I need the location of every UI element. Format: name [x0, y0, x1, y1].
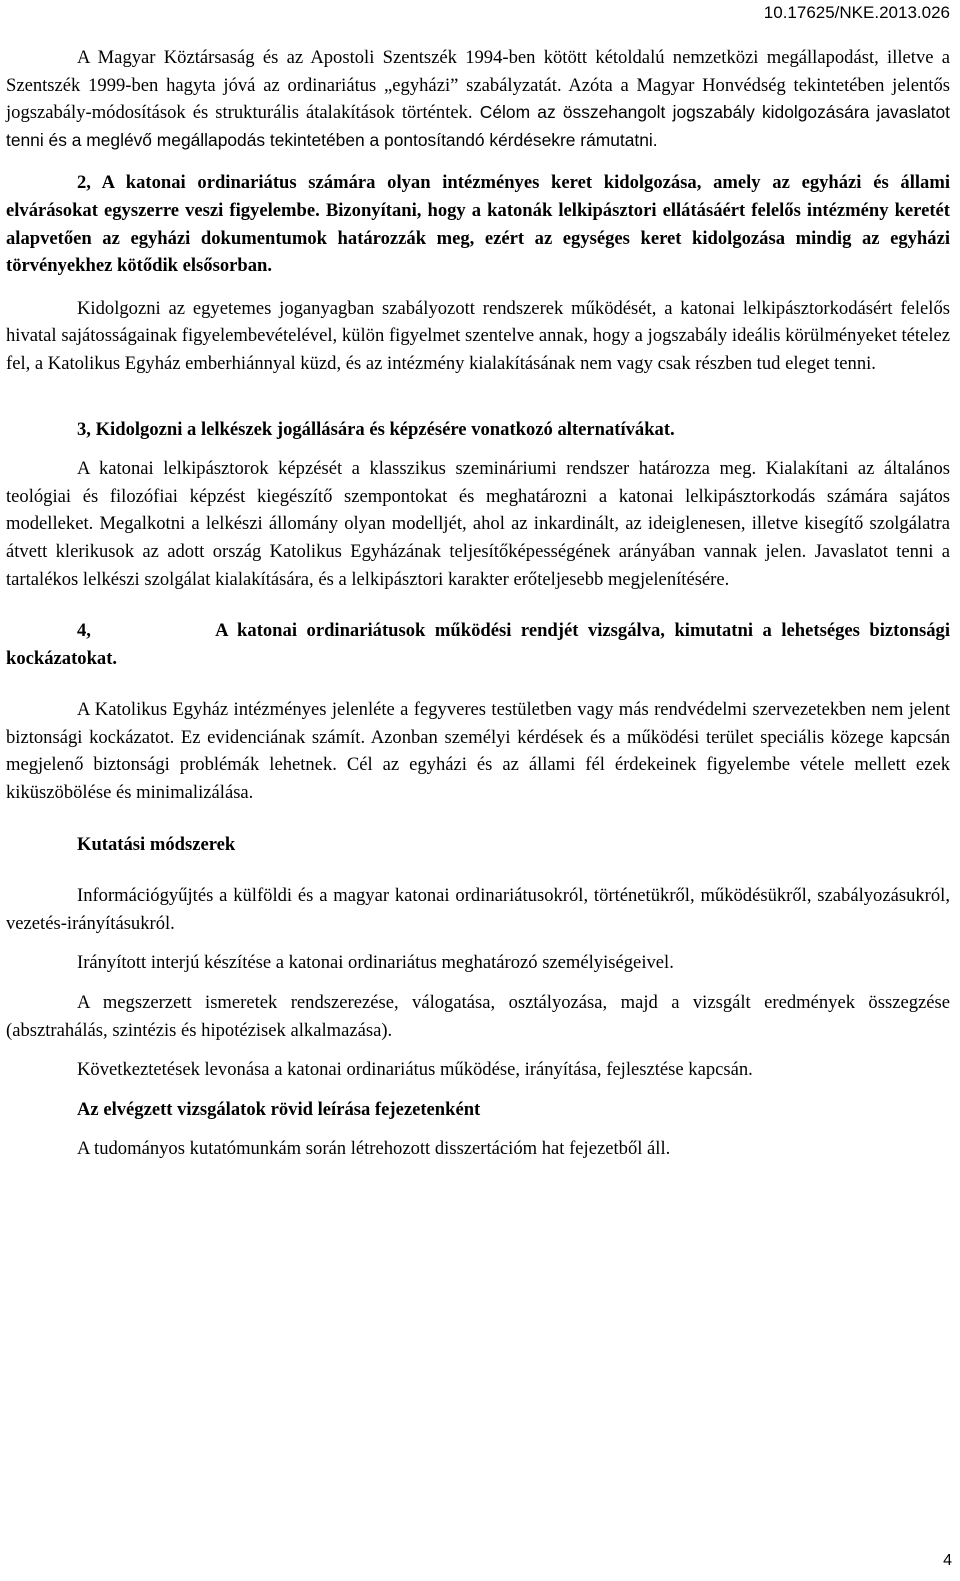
- heading-chapters: Az elvégzett vizsgálatok rövid leírása fejezetenként: [77, 1098, 481, 1120]
- paragraph-agreement: [6, 44, 950, 154]
- heading-research-methods: Kutatási módszerek: [77, 833, 236, 855]
- paragraph-goal-2: [6, 169, 950, 279]
- goal-2-heading: 2, A katonai ordinariátus számára olyan intézményes keret kidolgozása, amely az egyházi és állami elvárásokat egyszerre veszi figyelembe.: [6, 172, 950, 221]
- page-number: 4: [943, 1552, 952, 1569]
- document-body: [6, 44, 950, 1163]
- paragraph-chapters-intro: A tudományos kutatómunkám során létrehozott disszertációm hat fejezetből áll.: [77, 1138, 671, 1160]
- paragraph-security: A Katolikus Egyház intézményes jelenléte a fegyveres testületben vagy más rendvédelmi szervezetekben nem jelent biztonsági kockázatot. Ez evidenciának számít. Azonban személyi kérdések és a működési terület speciális közege kapcsán megjelenő biztonsági problémák lehetnek. Cél az egyházi és az állami fél érdekeinek figyelembe vétele mellett ezek kiküszöbölése és minimalizálása.: [6, 699, 950, 804]
- paragraph-training: A katonai lelkipásztorok képzését a klasszikus szemináriumi rendszer határozza meg. Kialakítani az általános teológiai és filozófiai képzést kiegészítő szempontokat és meghatározni a katonai lelkipásztorkodás számára sajátos modelleket. Megalkotni a lelkészi állomány olyan modelljét, ahol az inkardinált, az ideiglenesen, illetve kisegítő szolgálatra átvett klerikusok az adott ország Katolikus Egyházának teljesítőképességének arányában vannak jelen. Javaslatot tenni a tartalékos lelkészi szolgálat kialakítására, és a lelkipásztori karakter erőteljesebb megjelenítésére.: [6, 458, 950, 590]
- paragraph-method-info: Információgyűjtés a külföldi és a magyar katonai ordinariátusokról, történetükről, működésükről, szabályozásukról, vezetés-irányításukról.: [6, 885, 950, 934]
- goal-2-text: Bizonyítani, hogy a katonák lelkipásztori ellátásáért felelős intézmény keretét alapvetően az egyházi dokumentumok határozzák meg, ezért az egységes keret kidolgozása mindig az egyházi törvényekhez kötődik elsősorban.: [6, 199, 950, 277]
- paragraph-method-interview: Irányított interjú készítése a katonai ordinariátus meghatározó személyiségeivel.: [77, 952, 674, 974]
- doi-header: 10.17625/NKE.2013.026: [763, 3, 950, 22]
- paragraph-develop-systems: Kidolgozni az egyetemes joganyagban szabályozott rendszerek működését, a katonai lelkipásztorkodásért felelős hivatal sajátosságainak figyelembevételével, külön figyelmet szentelve annak, hogy a jogszabály ideális körülményeket tételez fel, a Katolikus Egyház emberhiánnyal küzd, és az intézmény kialakításának nem vagy csak részben tud eleget tenni.: [6, 297, 950, 374]
- paragraph-agreement-aim: Célom az összehangolt jogszabály kidolgozására javaslatot tenni és a meglévő megállapodás tekintetében a pontosítandó kérdésekre rámutatni.: [6, 102, 950, 150]
- paragraph-agreement-main: A Magyar Köztársaság és az Apostoli Szentszék 1994-ben kötött kétoldalú nemzetközi megállapodást, illetve a Szentszék 1999-ben hagyta jóvá az ordinariátus „egyházi” szabályzatát. Azóta a Magyar Honvédség tekintetében jelentős jogszabály-módosítások és strukturális átalakítások történtek.: [6, 47, 950, 124]
- paragraph-method-conclusions: Következtetések levonása a katonai ordinariátus működése, irányítása, fejlesztése kapcsán.: [77, 1059, 753, 1081]
- heading-goal-3: 3, Kidolgozni a lelkészek jogállására és képzésére vonatkozó alternatívákat.: [77, 418, 675, 440]
- paragraph-method-systematize: A megszerzett ismeretek rendszerezése, válogatása, osztályozása, majd a vizsgált eredmények összegzése (absztrahálás, szintézis és hipotézisek alkalmazása).: [6, 992, 950, 1041]
- heading-goal-4: 4, A katonai ordinariátusok működési rendjét vizsgálva, kimutatni a lehetséges biztonsági kockázatokat.: [6, 620, 950, 669]
